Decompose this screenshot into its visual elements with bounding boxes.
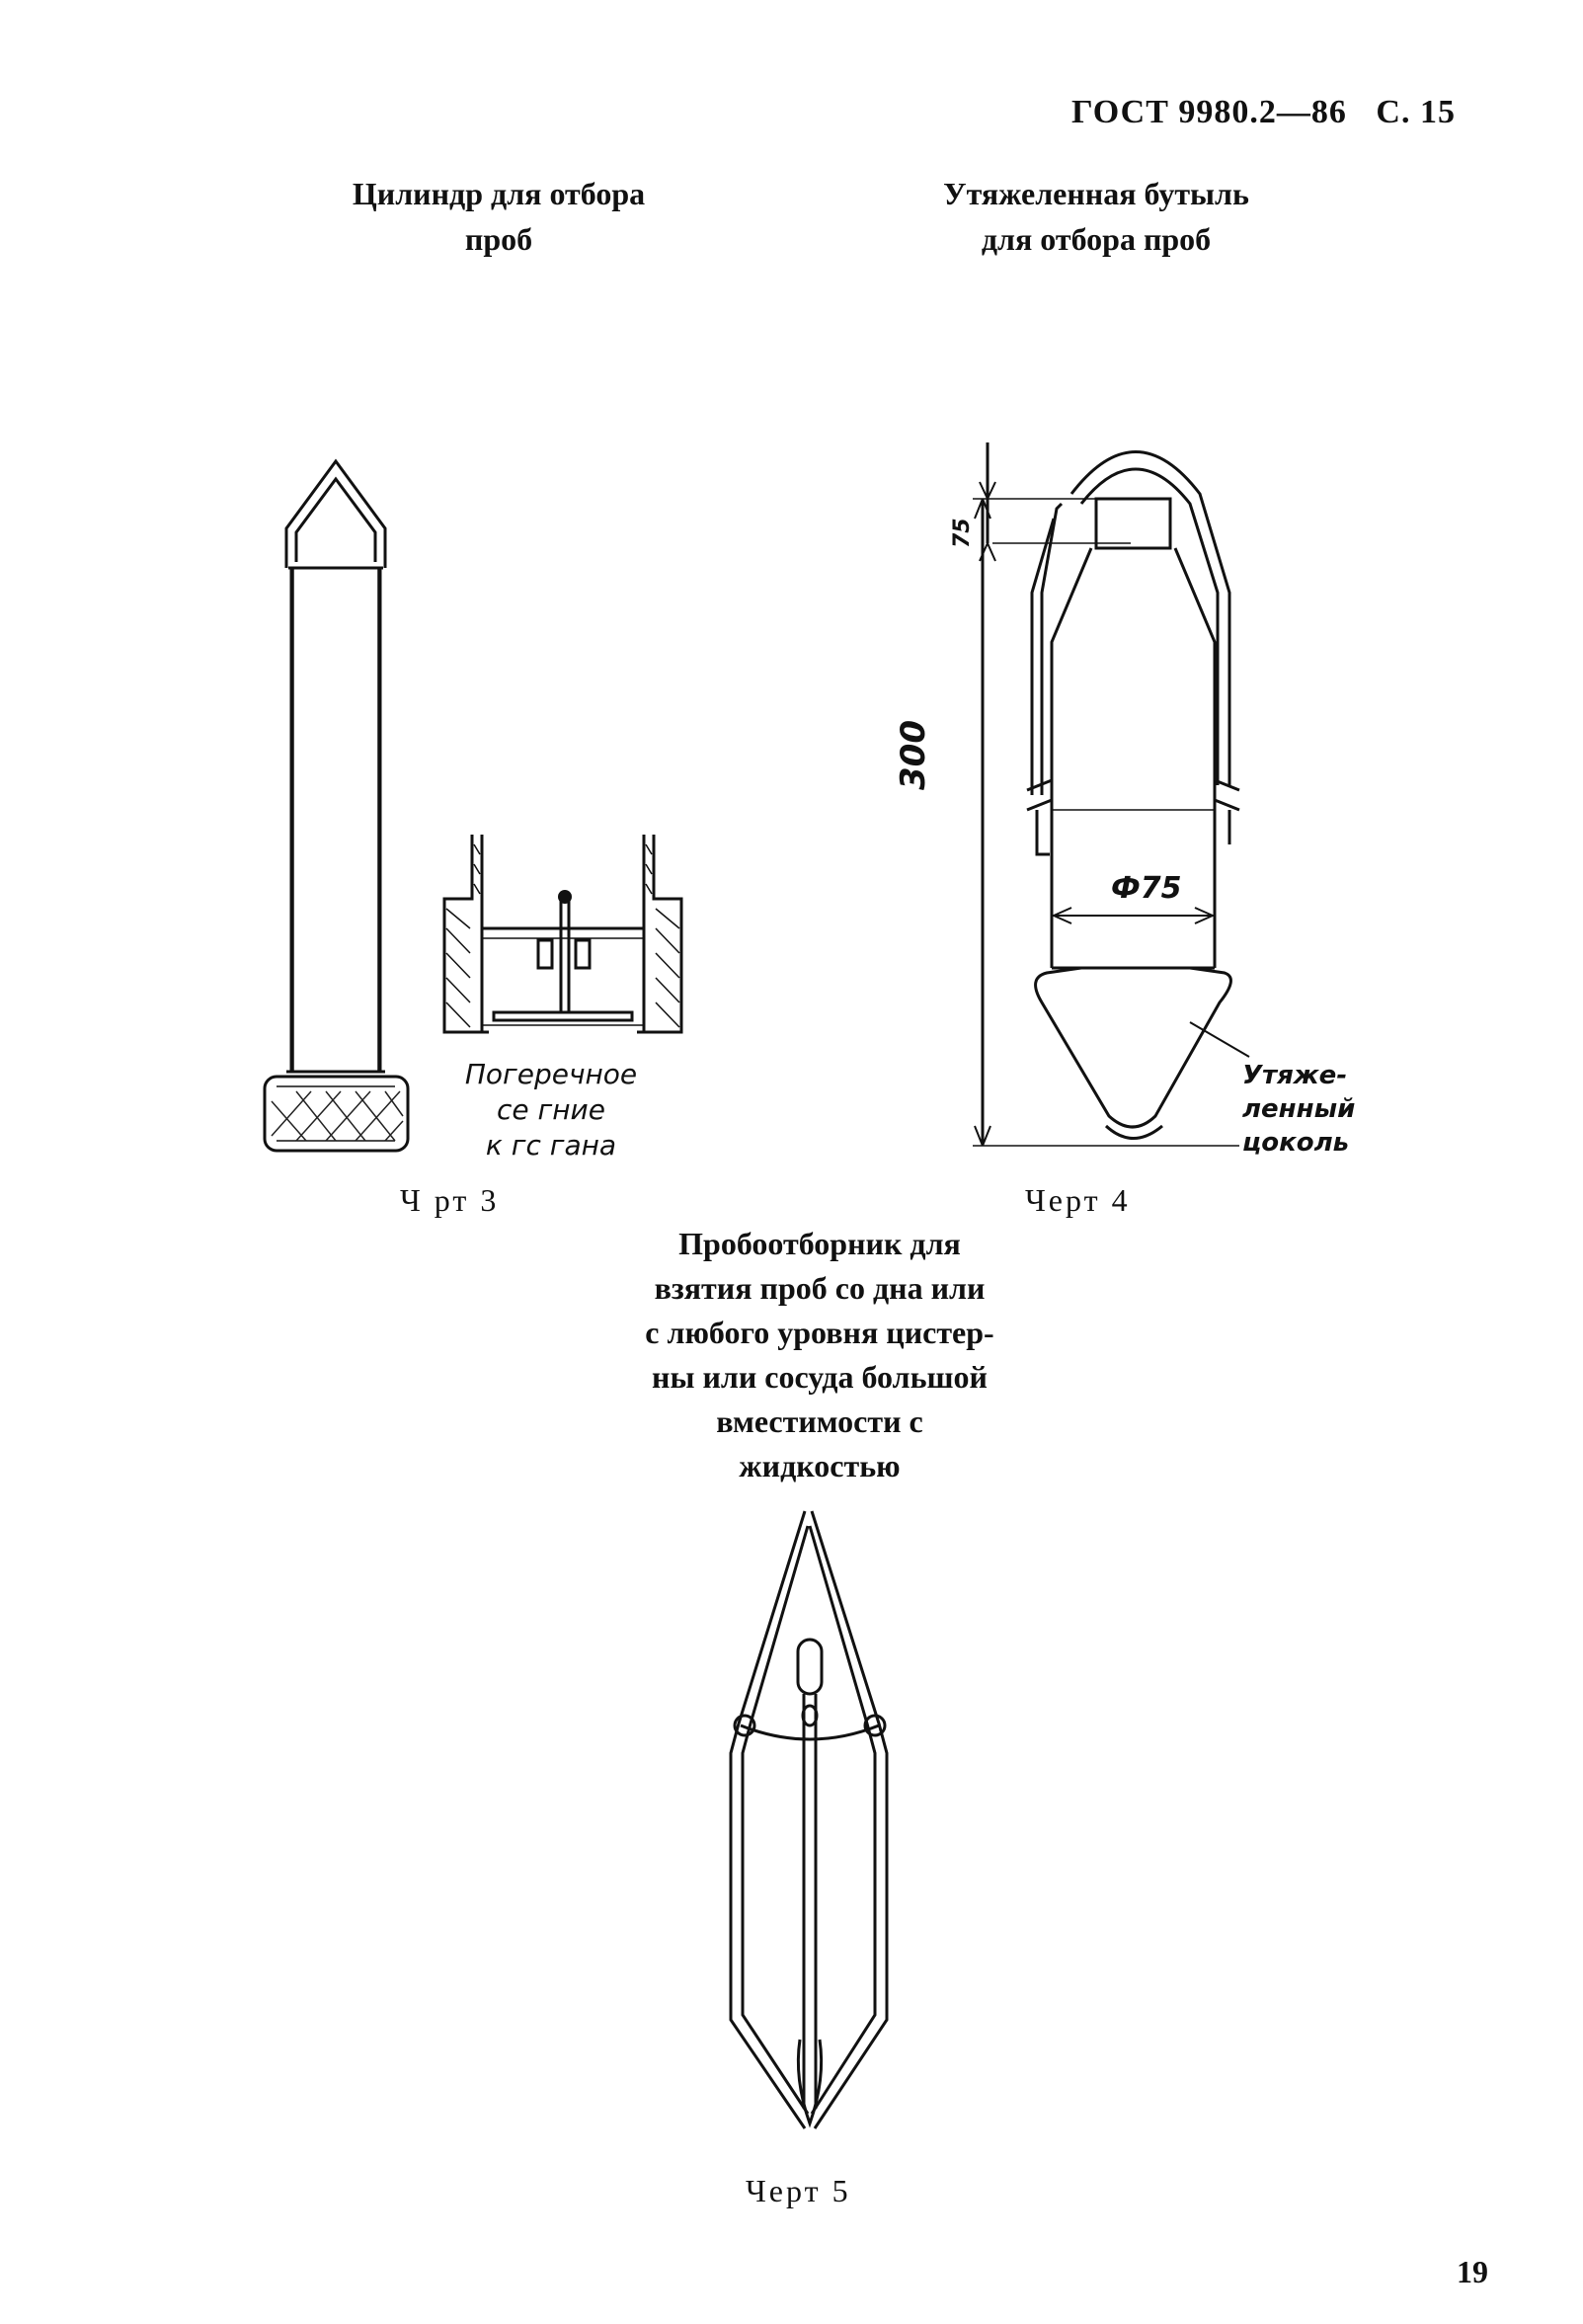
figure-4-caption: Черт 4 [1025, 1182, 1131, 1218]
sampling-cylinder-drawing [257, 449, 415, 1161]
title-line: Пробоотборник для [678, 1226, 961, 1261]
title-line: вместимости с [716, 1403, 923, 1439]
page-number: 19 [1457, 2254, 1488, 2289]
standard-code: ГОСТ 9980.2—86 [1071, 94, 1347, 130]
label-line: Утяже- [1242, 1061, 1348, 1090]
valve-section-note [442, 1057, 660, 1163]
dimension-diameter-label: Ф75 [1111, 871, 1182, 906]
title-line: Цилиндр для отбора [352, 176, 646, 211]
page-label: С. 15 [1376, 94, 1456, 130]
title-line: взятия проб со дна или [654, 1270, 986, 1306]
note-line: Погеречное [464, 1058, 638, 1090]
note-line: се гние [497, 1093, 605, 1126]
figure-4-title [869, 171, 1323, 262]
valve-section-drawing [435, 830, 701, 1057]
title-line: проб [464, 221, 533, 257]
label-line: ленный [1242, 1094, 1356, 1124]
weighted-base-label [1242, 1059, 1355, 1160]
dimension-top-label: 75 [950, 518, 975, 548]
title-line: ны или сосуда большой [652, 1359, 988, 1395]
dimension-height-label: 300 [894, 720, 933, 790]
title-line: для отбора проб [981, 221, 1212, 257]
note-line: к гс гана [485, 1129, 617, 1162]
figure-5-caption: Черт 5 [746, 2173, 851, 2208]
bottom-sampler-drawing [721, 1506, 899, 2138]
title-line: жидкостью [739, 1448, 901, 1483]
title-line: с любого уровня цистер- [645, 1315, 994, 1350]
figure-3-title [267, 171, 731, 262]
title-line: Утяжеленная бутыль [943, 176, 1249, 211]
standard-number [1071, 94, 1456, 131]
figure-5-title [553, 1222, 1086, 1488]
figure-3-caption: Ч рт 3 [400, 1182, 500, 1218]
label-line: цоколь [1242, 1128, 1350, 1158]
